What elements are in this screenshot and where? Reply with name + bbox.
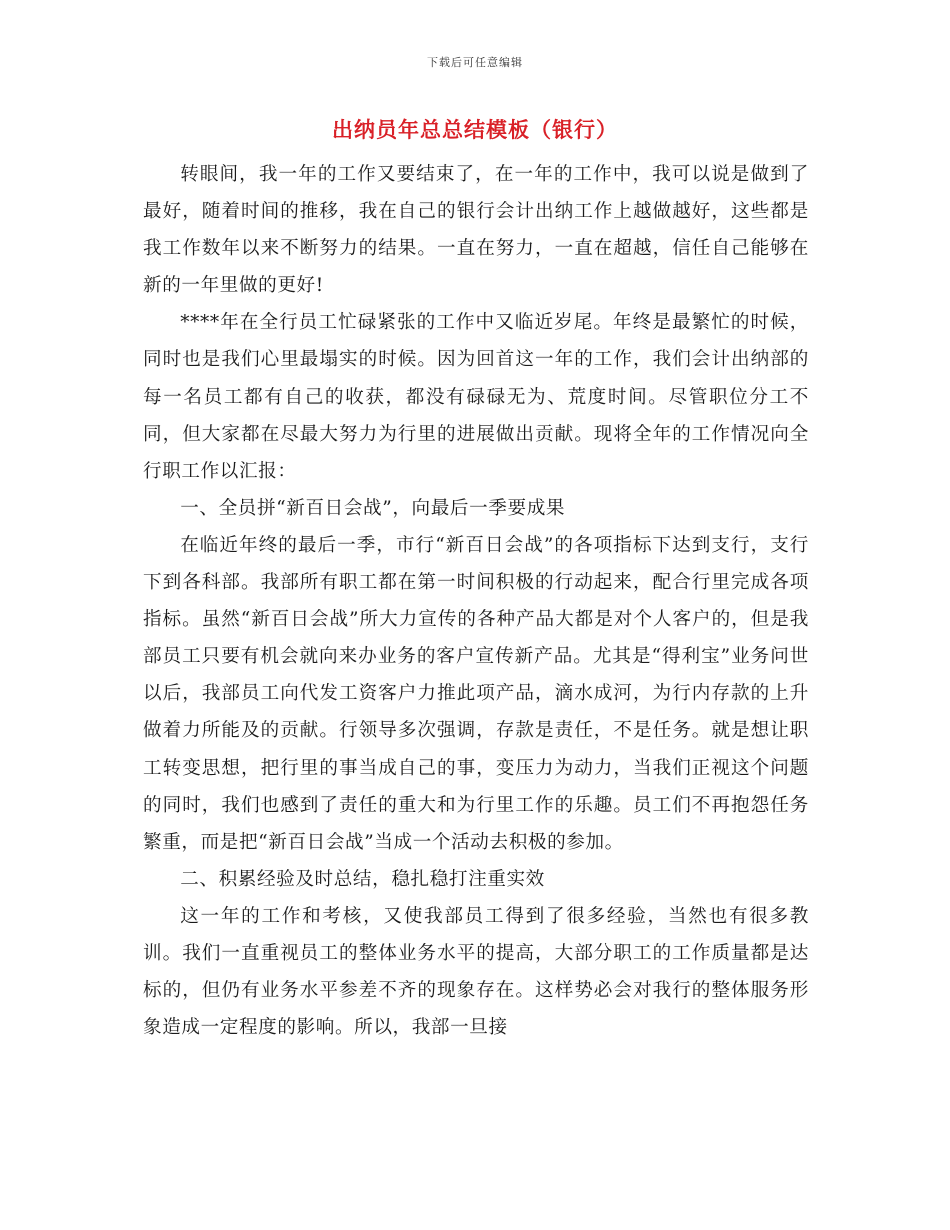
document-title: 出纳员年总总结模板（银行）: [332, 118, 618, 142]
header-note: 下载后可任意编辑: [427, 56, 523, 69]
document-body: [143, 156, 809, 1046]
paragraph-section-1: 在临近年终的最后一季，市行“新百日会战”的各项指标下达到支行，支行下到各科部。我部所有职工都在第一时间积极的行动起来，配合行里完成各项指标。虽然“新百日会战”所大力宣传的各种产品大都是对个人客户的，但是我部员工只要有机会就向来办业务的客户宣传新产品。尤其是“得利宝”业务问世以后，我部员工向代发工资客户力推此项产品，滴水成河，为行内存款的上升做着力所能及的贡献。行领导多次强调，存款是责任，不是任务。就是想让职工转变思想，把行里的事当成自己的事，变压力为动力，当我们正视这个问题的同时，我们也感到了责任的重大和为行里工作的乐趣。员工们不再抱怨任务繁重，而是把“新百日会战”当成一个活动去积极的参加。: [143, 534, 809, 853]
section-heading-2: 二、积累经验及时总结，稳扎稳打注重实效: [180, 868, 545, 890]
paragraph-overview: ****年在全行员工忙碌紧张的工作中又临近岁尾。年终是最繁忙的时候，同时也是我们心里最塌实的时候。因为回首这一年的工作，我们会计出纳部的每一名员工都有自己的收获，都没有碌碌无为、荒度时间。尽管职位分工不同，但大家都在尽最大努力为行里的进展做出贡献。现将全年的工作情况向全行职工作以汇报：: [143, 312, 809, 482]
paragraph-section-2: 这一年的工作和考核，又使我部员工得到了很多经验，当然也有很多教训。我们一直重视员工的整体业务水平的提高，大部分职工的工作质量都是达标的，但仍有业务水平参差不齐的现象存在。这样势必会对我行的整体服务形象造成一定程度的影响。所以，我部一旦接: [143, 905, 809, 1039]
paragraph-intro: 转眼间，我一年的工作又要结束了，在一年的工作中，我可以说是做到了最好，随着时间的推移，我在自己的银行会计出纳工作上越做越好，这些都是我工作数年以来不断努力的结果。一直在努力，一直在超越，信任自己能够在新的一年里做的更好!: [143, 164, 809, 297]
section-heading-1: 一、全员拼“新百日会战”，向最后一季要成果: [180, 497, 566, 519]
